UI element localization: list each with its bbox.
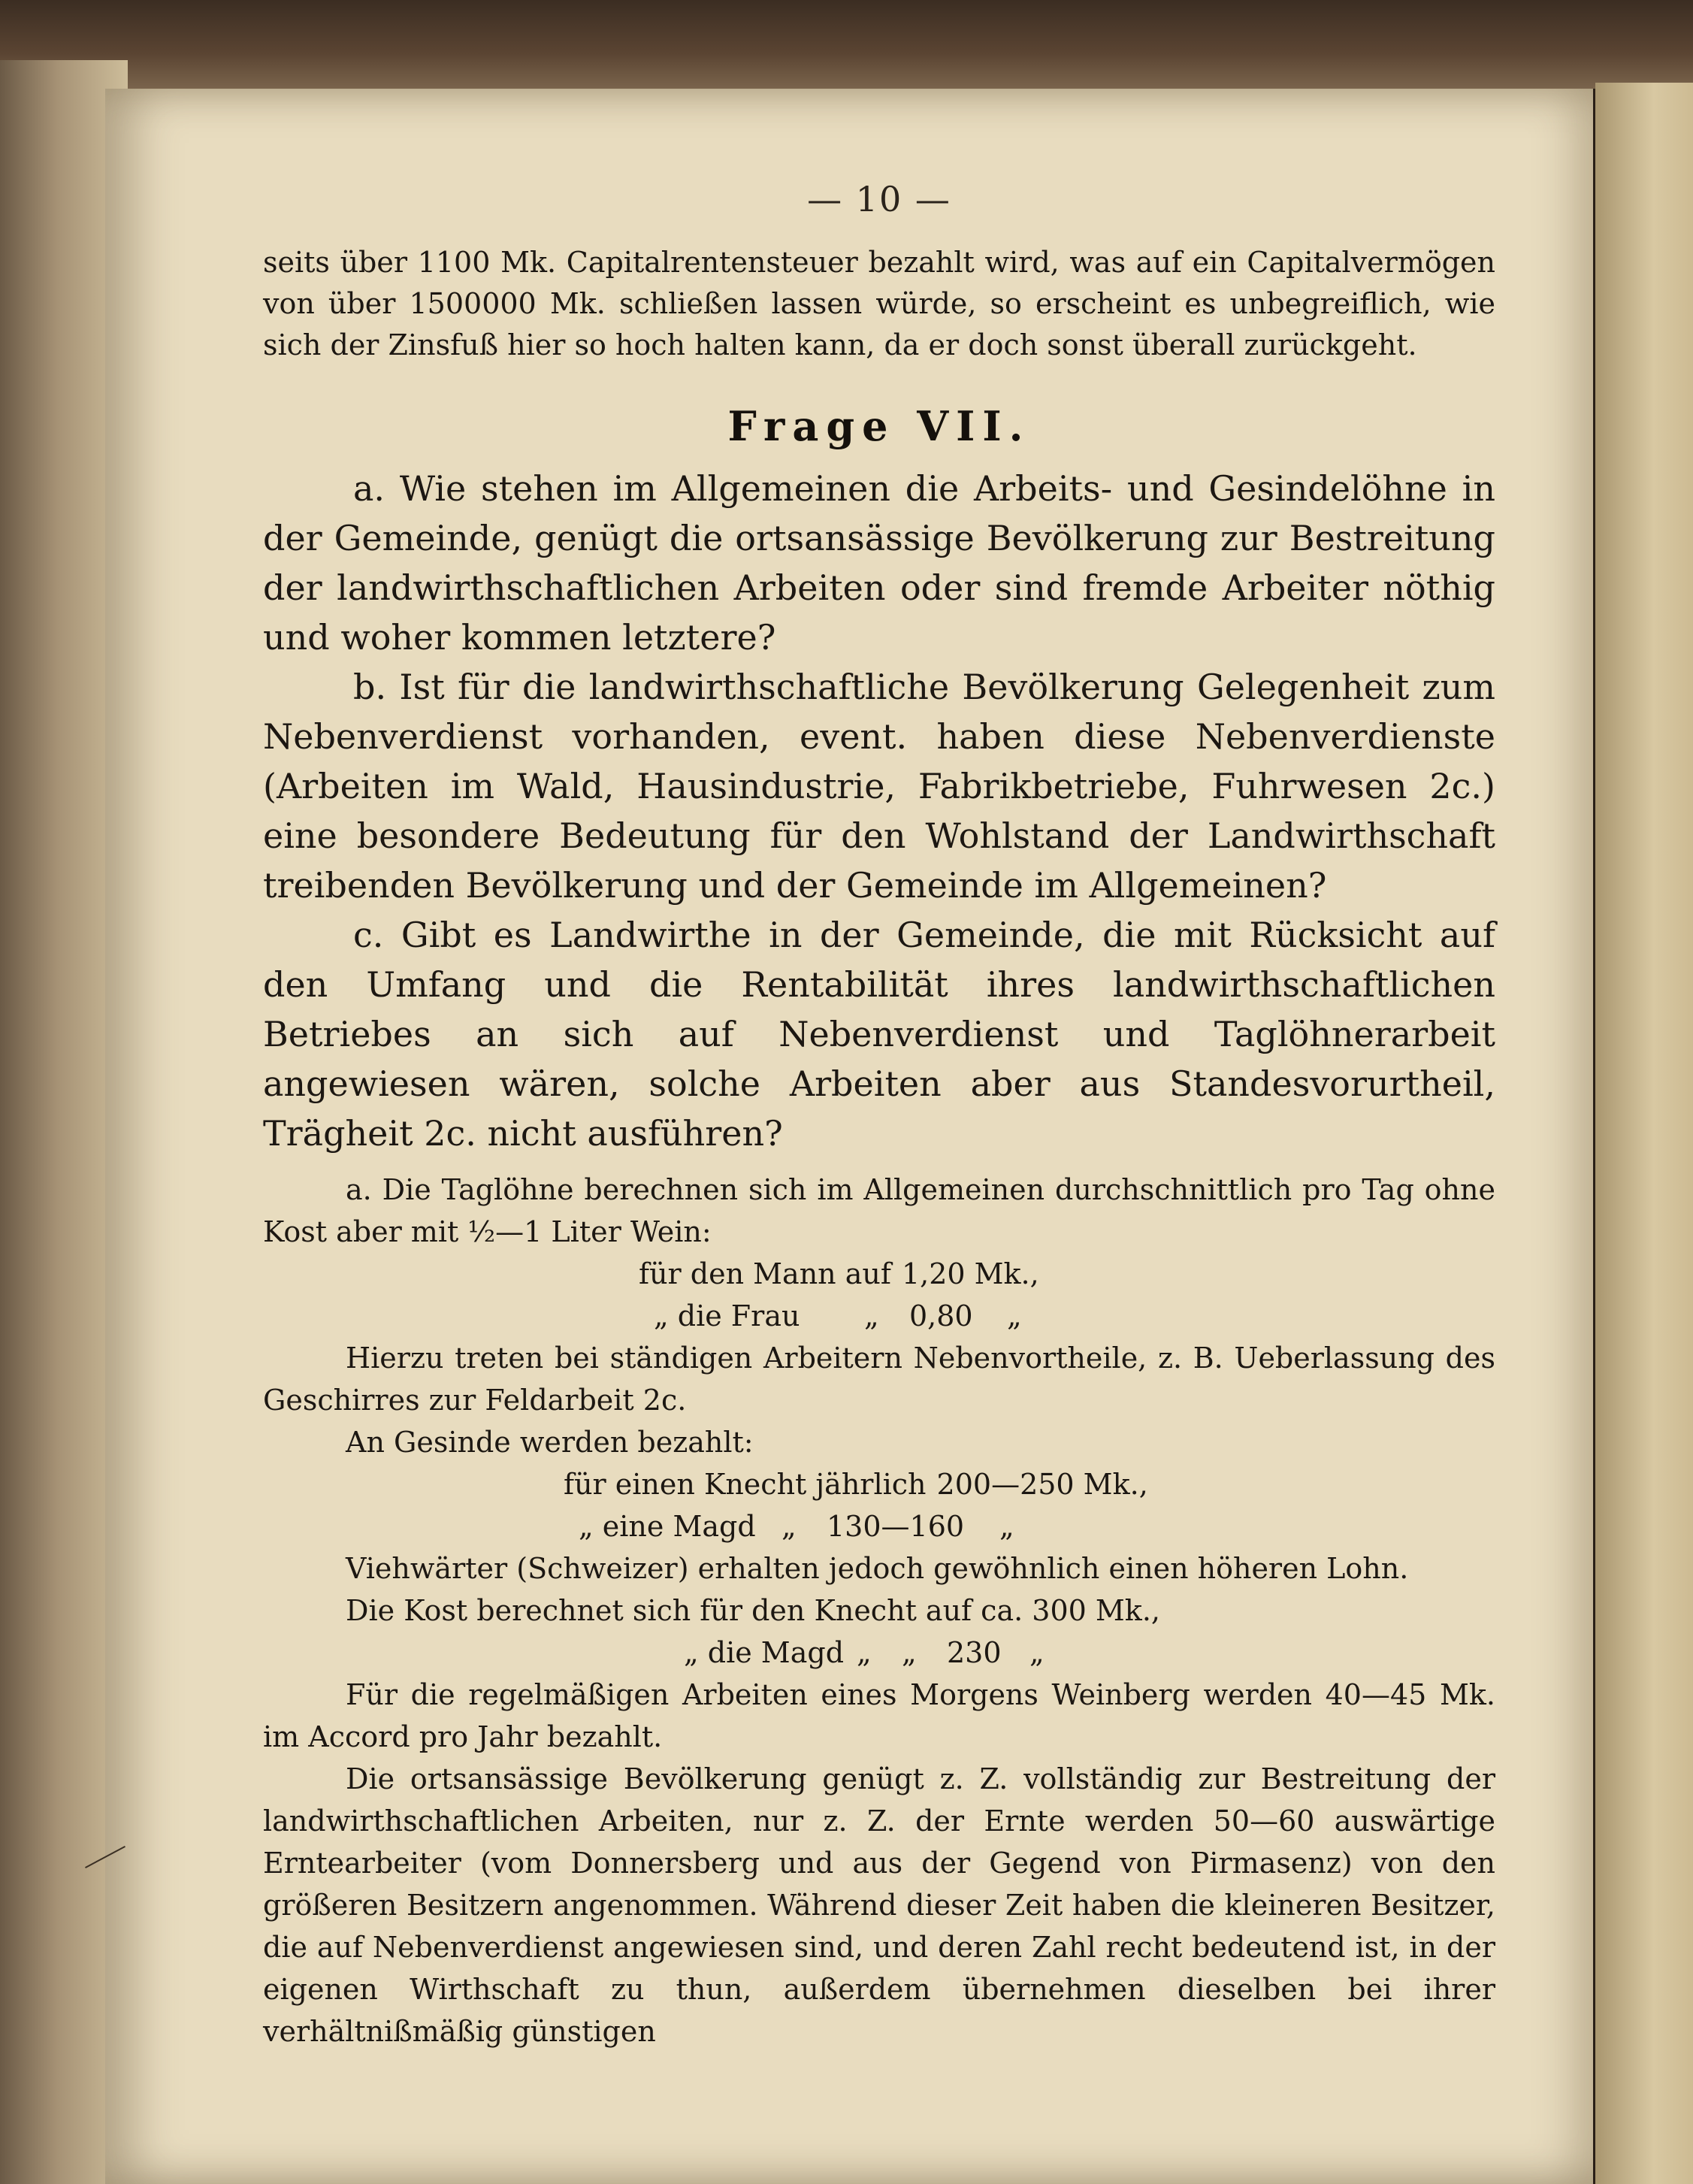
servant-1-label: für einen Knecht jährlich [564, 1468, 927, 1501]
question-a-text: Wie stehen im Allgemeinen die Arbeits- und Gesindelöhne in der Gemeinde, genügt die ortsansässige Bevölkerung zur Bestreitung der landwirthschaftlichen Arbeiten oder sind fremde Arbeiter nöthig und woher kommen letztere? [263, 468, 1495, 658]
final-paragraph: Die ortsansässige Bevölkerung genügt z. Z. vollständig zur Bestreitung der landwirthschaftlichen Arbeiten, nur z. Z. der Ernte werden 50—60 auswärtige Erntearbeiter (vom Donnersberg und aus der Gegend von Pirmasenz) von den größeren Besitzern angenommen. Während dieser Zeit haben die kleineren Besitzer, die auf Nebenverdienst angewiesen sind, und deren Zahl recht bedeutend ist, in der eigenen Wirthschaft zu thun, außerdem übernehmen dieselben bei ihrer verhältnißmäßig günstigen [263, 1762, 1495, 2048]
servant-1-value: 200—250 Mk., [936, 1468, 1148, 1501]
intro-paragraph: seits über 1100 Mk. Capitalrentensteuer bezahlt wird, was auf ein Capitalvermögen von über 1500000 Mk. schließen lassen würde, so erscheint es unbegreiflich, wie sich der Zinsfuß hier so hoch halten kann, da er doch sonst überall zurückgeht. [263, 246, 1495, 361]
vineyard-note: Für die regelmäßigen Arbeiten eines Morgens Weinberg werden 40—45 Mk. im Accord pro Jahr bezahlt. [263, 1678, 1495, 1753]
board-knecht: Die Kost berechnet sich für den Knecht auf ca. 300 Mk., [346, 1594, 1160, 1627]
answer-a-intro-text: Die Taglöhne berechnen sich im Allgemeinen durchschnittlich pro Tag ohne Kost aber mit ½—1 Liter Wein: [263, 1173, 1495, 1248]
wage-woman-ditto: „ [864, 1299, 879, 1332]
book-page [105, 89, 1593, 2184]
question-b-text: Ist für die landwirthschaftliche Bevölkerung Gelegenheit zum Nebenverdienst vorhanden, event. haben diese Nebenverdienste (Arbeiten im Wald, Hausindustrie, Fabrikbetriebe, Fuhrwesen 2c.) eine besondere Bedeutung für den Wohlstand der Landwirthschaft treibenden Bevölkerung und der Gemeinde im Allgemeinen? [263, 667, 1496, 906]
wage-woman-ditto-end: „ [1007, 1299, 1022, 1332]
wage-woman-line [263, 1295, 1495, 1337]
wage-woman-label: „ die Frau [654, 1299, 800, 1332]
servant-2-ditto-end: „ [999, 1510, 1014, 1543]
servant-1-line [263, 1463, 1495, 1505]
facing-page-edge [1595, 83, 1693, 2184]
wage-woman-value: 0,80 [909, 1299, 973, 1332]
question-a [263, 464, 1495, 662]
question-a-marker: a. [353, 468, 385, 509]
board-magd-ditto-2: „ [902, 1636, 917, 1669]
wage-man-label: für den Mann auf [639, 1257, 891, 1290]
answer-a-intro [263, 1169, 1495, 1253]
servants-intro: An Gesinde werden bezahlt: [346, 1426, 754, 1459]
board-magd-ditto: „ [857, 1636, 872, 1669]
question-c-text: Gibt es Landwirthe in der Gemeinde, die mit Rücksicht auf den Umfang und die Rentabilität ihres landwirthschaftlichen Betriebes an sich auf Nebenverdienst und Taglöhnerarbeit angewiesen wären, solche Arbeiten aber aus Standesvorurtheil, Trägheit 2c. nicht ausführen? [263, 915, 1495, 1154]
wage-man-line [263, 1253, 1495, 1295]
board-magd-ditto-end: „ [1029, 1636, 1045, 1669]
servant-2-label: „ eine Magd [579, 1510, 756, 1543]
wage-man-value: 1,20 Mk., [901, 1257, 1039, 1290]
page-number: — 10 — [807, 179, 951, 219]
board-magd-line [263, 1632, 1495, 1674]
servant-2-ditto: „ [782, 1510, 797, 1543]
question-b-marker: b. [353, 667, 387, 707]
board-magd-label: „ die Magd [684, 1636, 845, 1669]
question-c-marker: c. [353, 915, 384, 955]
herdsmen-note: Viehwärter (Schweizer) erhalten jedoch gewöhnlich einen höheren Lohn. [346, 1552, 1409, 1585]
servant-2-value: 130—160 [827, 1510, 965, 1543]
answer-a-marker: a. [346, 1173, 372, 1206]
extra-benefits: Hierzu treten bei ständigen Arbeitern Nebenvortheile, z. B. Ueberlassung des Geschirres zur Feldarbeit 2c. [263, 1342, 1495, 1417]
page-text [263, 179, 1495, 2052]
board-magd-value: 230 [947, 1636, 1002, 1669]
book-spine-edge [0, 0, 1693, 89]
section-heading: Frage VII. [727, 402, 1031, 450]
servant-2-line [263, 1505, 1495, 1547]
question-c [263, 910, 1495, 1158]
question-b [263, 662, 1495, 910]
